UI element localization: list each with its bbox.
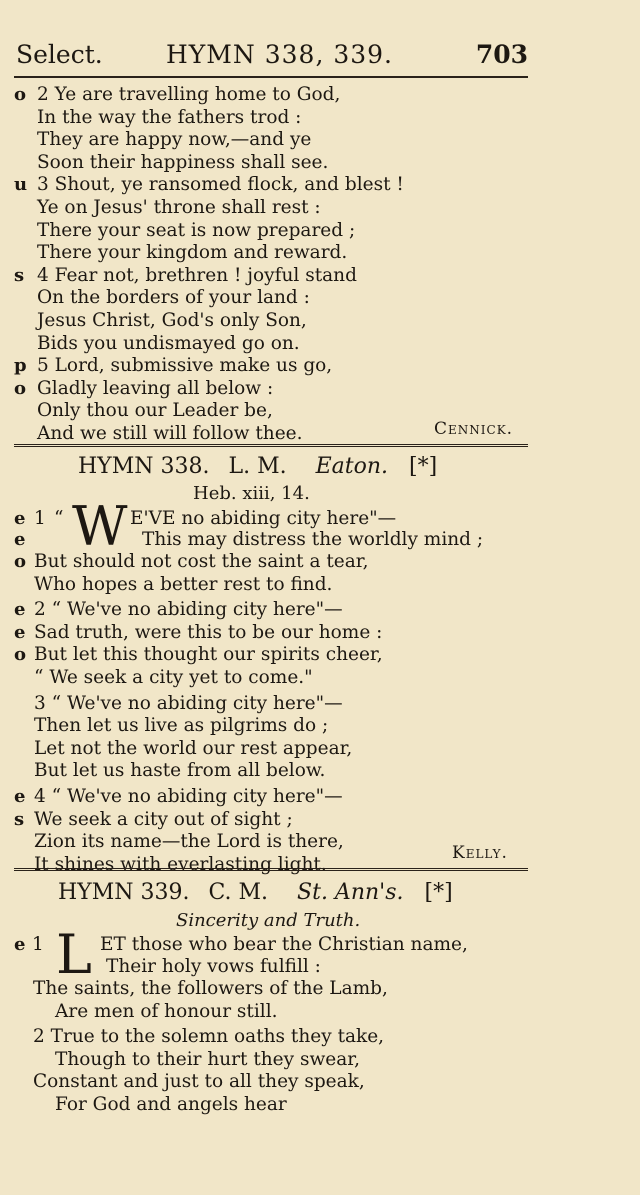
verse-text: Are men of honour still.	[55, 1001, 278, 1022]
verse-text: Let not the world our rest appear,	[34, 738, 353, 759]
verse-text: 2 Ye are travelling home to God,	[37, 84, 341, 105]
hymn-338-tune: Eaton.	[315, 454, 389, 479]
hymn-339-heading	[58, 880, 453, 905]
verse-number: 1	[32, 934, 44, 955]
verse-text: But let us haste from all below.	[34, 760, 326, 781]
section-label: Select.	[16, 40, 103, 69]
section-divider	[14, 868, 528, 874]
verse-text: 4 “ We've no abiding city here"—	[34, 786, 343, 807]
verse-text: There your seat is now prepared ;	[37, 220, 356, 241]
verse-text: Zion its name—the Lord is there,	[34, 831, 344, 852]
verse-text: It shines with everlasting light.	[34, 854, 327, 875]
hymn-339-tune: St. Ann's.	[297, 880, 404, 905]
verse-text: But let this thought our spirits cheer,	[34, 644, 383, 665]
verse-text: Jesus Christ, God's only Son,	[37, 310, 307, 331]
hymn-338-line-1: E'VE no abiding city here"—	[130, 508, 397, 529]
hymn-339-dropcap: L	[56, 923, 92, 986]
running-title: HYMN 338, 339.	[166, 40, 394, 69]
verse-text: Though to their hurt they swear,	[55, 1049, 360, 1070]
hymn-339-subtitle: Sincerity and Truth.	[176, 910, 361, 931]
verse-text: Then let us live as pilgrims do ;	[34, 715, 329, 736]
verse-text: And we still will follow thee.	[37, 423, 303, 444]
verse-text: But should not cost the saint a tear,	[34, 551, 369, 572]
hymn-338-meter: L. M.	[228, 454, 287, 479]
verse-text: Constant and just to all they speak,	[33, 1071, 365, 1092]
section-divider	[14, 444, 528, 450]
verse-text: The saints, the followers of the Lamb,	[33, 978, 388, 999]
verse-text: Gladly leaving all below :	[37, 378, 274, 399]
verse-text: Who hopes a better rest to find.	[34, 574, 333, 595]
hymn-338-line-2: This may distress the worldly mind ;	[142, 529, 484, 550]
verse-text: 4 Fear not, brethren ! joyful stand	[37, 265, 357, 286]
open-quote: “	[54, 508, 64, 529]
dynamic-mark: o	[14, 84, 27, 105]
prev-hymn-author: Cennick.	[434, 419, 514, 439]
verse-text: 3 “ We've no abiding city here"—	[34, 693, 343, 714]
hymn-339-line-1: ET those who bear the Christian name,	[100, 934, 468, 955]
hymn-338-title: HYMN 338.	[78, 454, 210, 479]
dynamic-mark: e	[14, 508, 26, 529]
dynamic-mark: s	[14, 809, 25, 830]
hymn-338-dropcap: W	[72, 495, 128, 558]
verse-text: 3 Shout, ye ransomed flock, and blest !	[37, 174, 404, 195]
dynamic-mark: e	[14, 622, 26, 643]
verse-text: In the way the fathers trod :	[37, 107, 302, 128]
verse-text: There your kingdom and reward.	[37, 242, 348, 263]
dynamic-mark: u	[14, 174, 28, 195]
verse-text: 5 Lord, submissive make us go,	[37, 355, 333, 376]
page-number: 703	[475, 40, 528, 69]
verse-text: Sad truth, were this to be our home :	[34, 622, 383, 643]
verse-text: 2 “ We've no abiding city here"—	[34, 599, 343, 620]
verse-text: Bids you undismayed go on.	[37, 333, 300, 354]
dynamic-mark: o	[14, 644, 27, 665]
verse-text: “ We seek a city yet to come."	[34, 667, 313, 688]
verse-text: On the borders of your land :	[37, 287, 310, 308]
verse-text: 2 True to the solemn oaths they take,	[33, 1026, 385, 1047]
hymn-338-author: Kelly.	[452, 843, 508, 863]
dynamic-mark: e	[14, 529, 26, 550]
verse-number: 1	[34, 508, 46, 529]
dynamic-mark: e	[14, 599, 26, 620]
hymn-339-title: HYMN 339.	[58, 880, 190, 905]
verse-text: Only thou our Leader be,	[37, 400, 273, 421]
header-rule	[14, 76, 528, 78]
hymn-338-flag: [*]	[409, 454, 438, 479]
hymn-339-flag: [*]	[424, 880, 453, 905]
dynamic-mark: s	[14, 265, 25, 286]
verse-text: They are happy now,—and ye	[37, 129, 312, 150]
verse-text: Soon their happiness shall see.	[37, 152, 329, 173]
hymn-338-heading	[78, 454, 437, 479]
hymn-339-line-2: Their holy vows fulfill :	[106, 956, 321, 977]
dynamic-mark: p	[14, 355, 27, 376]
page-header	[16, 38, 528, 72]
dynamic-mark: e	[14, 934, 26, 955]
hymn-338-scripture: Heb. xiii, 14.	[193, 483, 310, 504]
verse-text: We seek a city out of sight ;	[34, 809, 293, 830]
hymn-339-meter: C. M.	[208, 880, 269, 905]
verse-text: For God and angels hear	[55, 1094, 287, 1115]
dynamic-mark: o	[14, 378, 27, 399]
dynamic-mark: o	[14, 551, 27, 572]
dynamic-mark: e	[14, 786, 26, 807]
verse-text: Ye on Jesus' throne shall rest :	[37, 197, 321, 218]
